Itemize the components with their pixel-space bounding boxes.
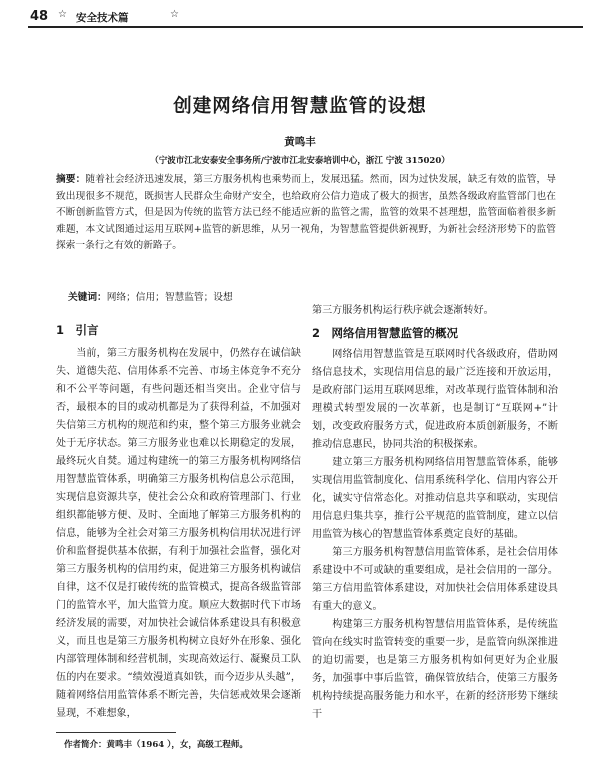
section-paragraph: 第三方服务机构智慧信用监管体系，是社会信用体系建设中不可或缺的重要组成，是社会信用的一部分。第三方信用监管体系建设，对加快社会信用体系建设具有重大的意义。 [312, 547, 558, 612]
running-header [28, 8, 583, 26]
article-title: 创建网络信用智慧监管的设想 [173, 96, 427, 117]
section-paragraph: 当前，第三方服务机构在发展中，仍然存在诚信缺失、道德失范、信用体系不完善、市场主体竞争不充分和不公平等问题，有些问题还相当突出。企业守信与否，最根本的目的或动机都是为了获得利益，不加强对失信第三方机构的规范和约束，整个第三方服务业就会处于无序状态。第三方服务业也难以长期稳定的发展，最终玩火自焚。通过构建统一的第三方服务机构网络信用智慧监管体系，明确第三方服务机构信息公示范围，实现信息资源共享，使社会公众和政府管理部门、行业组织都能够方便、及时、全面地了解第三方服务机构的信息，能够为全社会对第三方服务机构信用状况进行评价和监督提供基本依据，有利于加强社会监督，强化对第三方服务机构的信用约束，促进第三方服务机构诚信自律，这不仅是打破传统的监管模式，提高各级监管部门的监管水平，加大监管力度。顺应大数据时代下市场经济发展的需要，对加快社会诚信体系建设具有积极意义，而且也是第三方服务机构树立良好外在形象、强化内部管理体制和经营机制，实现高效运行、凝聚员工队伍的内在要求。“绩效漫道真如铁，而今迈步从头越”，随着网络信用监管体系不断完善，失信惩戒效果会逐渐显现，不难想象， [56, 348, 301, 719]
article-author: 黄鸣丰 [284, 136, 316, 148]
section-paragraph: 网络信用智慧监管是互联网时代各级政府，借助网络信息技术，实现信用信息的最广泛连接和开放运用，是政府部门运用互联网思维，对改革现行监管体制和治理模式转型发展的一次革新，也是制订“互联网+”计划，改变政府服务方式，促进政府本质创新服务，不断推动信息惠民，协同共治的积极探索。 [312, 349, 558, 450]
header-rule [28, 26, 583, 28]
header-separator-star: ☆ [58, 9, 67, 20]
author-affiliation: （宁波市江北安泰安全事务所/宁波市江北安泰培训中心，浙江 宁波 315020） [150, 156, 450, 166]
page-number: 48 [30, 9, 49, 24]
right-column [312, 302, 558, 724]
continued-paragraph: 第三方服务机构运行秩序就会逐渐转好。 [312, 305, 494, 316]
abstract [56, 172, 556, 255]
header-separator-star-2: ☆ [170, 9, 179, 20]
section-paragraph: 建立第三方服务机构网络信用智慧监管体系，能够实现信用监管制度化、信用系统科学化、信用内容公开化，诚实守信常态化。对推动信息共享和联动，实现信用信息归集共享，推行公平规范的监管制度，建立以信用监管为核心的智慧监管体系奠定良好的基础。 [312, 457, 558, 540]
section-paragraph: 构建第三方服务机构智慧信用监管体系，是传统监管向在线实时监管转变的重要一步，是监管向纵深推进的迫切需要，也是第三方服务机构如何更好为企业服务，加强事中事后监管，确保管放结合，使第三方服务机构持续提高服务能力和水平，在新的经济形势下继续干 [312, 619, 558, 720]
footnote-rule [56, 732, 176, 733]
section-heading-overview: 2 网络信用智慧监管的概况 [312, 326, 459, 340]
journal-section-name: 安全技术篇 [76, 12, 129, 24]
abstract-text: 随着社会经济迅速发展，第三方服务机构也乘势而上，发展迅猛。然而，因为过快发展，缺乏有效的监管，导致出现很多不规范，既损害人民群众生命财产安全，也给政府公信力造成了极大的损害，虽然各级政府监管部门也在不断创新监管方式，但是因为传统的监管方法已经不能适应新的监管之需，监管的效果不甚理想，监管面临着很多新难题，本文试图通过运用互联网+监管的新思维，从另一视角，为智慧监管提供新视野，为新社会经济形势下的监管探索一条行之有效的新路子。 [56, 174, 556, 251]
keywords-text: 网络；信用；智慧监管；设想 [106, 292, 233, 303]
left-column [56, 320, 301, 723]
abstract-label: 摘要： [56, 174, 86, 185]
section-heading-introduction: 1 引言 [56, 323, 99, 337]
author-footnote: 作者简介：黄鸣丰（1964 ），女，高级工程师。 [64, 740, 248, 750]
keywords-label: 关键词： [68, 292, 107, 303]
